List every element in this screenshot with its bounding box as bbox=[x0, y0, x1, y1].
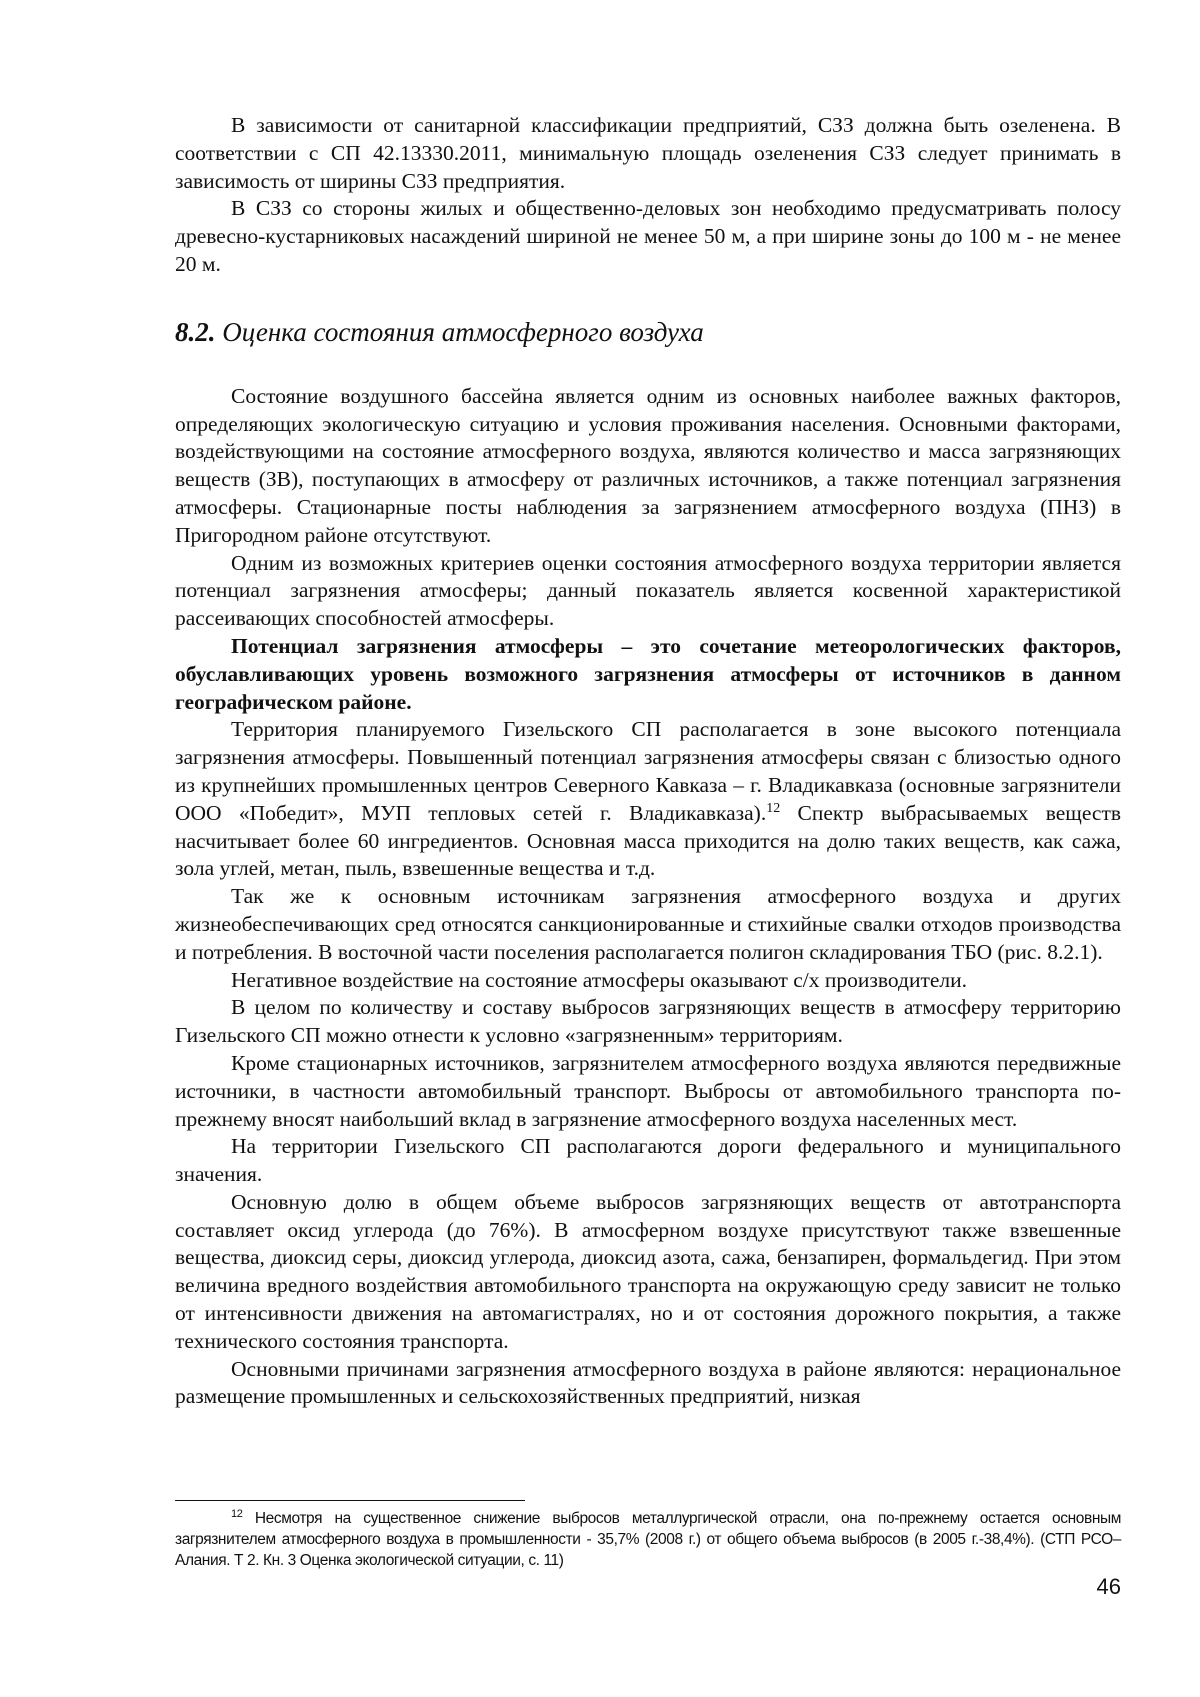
paragraph-landfills: Так же к основным источникам загрязнения атмосферного воздуха и других жизнеобеспечивающих сред относятся санкционированные и стихийные свалки отходов производства и потребления. В восточной части поселения располагается полигон складирования ТБО (рис. 8.2.1). bbox=[175, 884, 1121, 964]
page-number: 46 bbox=[1096, 1574, 1121, 1599]
paragraph-pollution-potential-definition: Потенциал загрязнения атмосферы – это сочетание метеорологических факторов, обуславливающих уровень возможного загрязнения атмосферы от источников в данном географическом районе. bbox=[175, 633, 1121, 714]
paragraph-szz-greening: В зависимости от санитарной классификации предприятий, СЗЗ должна быть озеленена. В соответствии с СП 42.13330.2011, минимальную площадь озеленения СЗЗ следует принимать в зависимость от ширины СЗЗ предприятия. bbox=[175, 113, 1121, 193]
paragraph-mobile-sources: Кроме стационарных источников, загрязнителем атмосферного воздуха являются передвижные источники, в частности автомобильный транспорт. Выбросы от автомобильного транспорта по-прежнему вносят наибольший вклад в загрязнение атмосферного воздуха населенных мест. bbox=[175, 1050, 1121, 1131]
paragraph-roads: На территории Гизельского СП располагаются дороги федерального и муниципального значения. bbox=[175, 1134, 1121, 1187]
section-title: Оценка состояния атмосферного воздуха bbox=[222, 316, 704, 347]
paragraph-gizel-text-a: Территория планируемого Гизельского СП располагается в зоне высокого потенциала загрязнения атмосферы. Повышенный потенциал загрязнения атмосферы связан с близостью одного из крупнейших промышленных центров Северного Кавказа – г. Владикавказа (основные загрязнители ООО «Победит», МУП тепловых сетей г. Владикавказа). bbox=[175, 717, 1121, 825]
paragraph-polluted-territory: В целом по количеству и составу выбросов загрязняющих веществ в атмосферу территорию Гизельского СП можно отнести к условно «загрязненным» территориям. bbox=[175, 995, 1121, 1048]
footnote bbox=[175, 1508, 1121, 1571]
footnote-text: Несмотря на существенное снижение выбросов металлургической отрасли, она по-прежнему остается основным загрязнителем атмосферного воздуха в промышленности - 35,7% (2008 г.) от общего объема выбросов (в 2005 г.-38,4%). (СТП РСО–Алания. Т 2. Кн. 3 Оценка экологической ситуации, с. 11) bbox=[175, 1510, 1121, 1569]
footnote-reference[interactable]: 12 bbox=[766, 800, 781, 816]
footnote-marker: 12 bbox=[231, 1507, 243, 1520]
paragraph-air-basin: Состояние воздушного бассейна является одним из основных наиболее важных факторов, определяющих экологическую ситуацию и условия проживания населения. Основными факторами, воздействующими на состояние атмосферного воздуха, являются количество и масса загрязняющих веществ (ЗВ), поступающих в атмосферу от различных источников, а также потенциал загрязнения атмосферы. Стационарные посты наблюдения за загрязнением атмосферного воздуха (ПНЗ) в Пригородном районе отсутствуют. bbox=[175, 383, 1121, 547]
paragraph-pollution-potential-criterion: Одним из возможных критериев оценки состояния атмосферного воздуха территории является потенциал загрязнения атмосферы; данный показатель является косвенной характеристикой рассеивающих способностей атмосферы. bbox=[175, 550, 1121, 631]
paragraph-agriculture: Негативное воздействие на состояние атмосферы оказывают с/х производители. bbox=[231, 967, 967, 992]
section-number: 8.2. bbox=[175, 316, 216, 347]
page-content bbox=[175, 112, 1121, 1411]
footnote-separator bbox=[175, 1500, 525, 1501]
paragraph-szz-planting-strip: В СЗЗ со стороны жилых и общественно-деловых зон необходимо предусматривать полосу древесно-кустарниковых насаждений шириной не менее 50 м, а при ширине зоны до 100 м - не менее 20 м. bbox=[175, 196, 1121, 276]
paragraph-vehicle-emissions: Основную долю в общем объеме выбросов загрязняющих веществ от автотранспорта составляет оксид углерода (до 76%). В атмосферном воздухе присутствуют также взвешенные вещества, диоксид серы, диоксид углерода, диоксид азота, сажа, бензапирен, формальдегид. При этом величина вредного воздействия автомобильного транспорта на окружающую среду зависит не только от интенсивности движения на автомагистралях, но и от состояния дорожного покрытия, а также технического состояния транспорта. bbox=[175, 1189, 1121, 1353]
paragraph-main-causes: Основными причинами загрязнения атмосферного воздуха в районе являются: нерациональное размещение промышленных и сельскохозяйственных предприятий, низкая bbox=[175, 1356, 1121, 1409]
paragraph-gizel-text-b: Спектр выбрасываемых веществ насчитывает более 60 ингредиентов. Основная масса приходится на долю таких веществ, как сажа, зола углей, метан, пыль, взвешенные вещества и т.д. bbox=[175, 800, 1121, 881]
section-heading bbox=[175, 315, 1121, 349]
paragraph-gizel-territory bbox=[175, 716, 1121, 883]
